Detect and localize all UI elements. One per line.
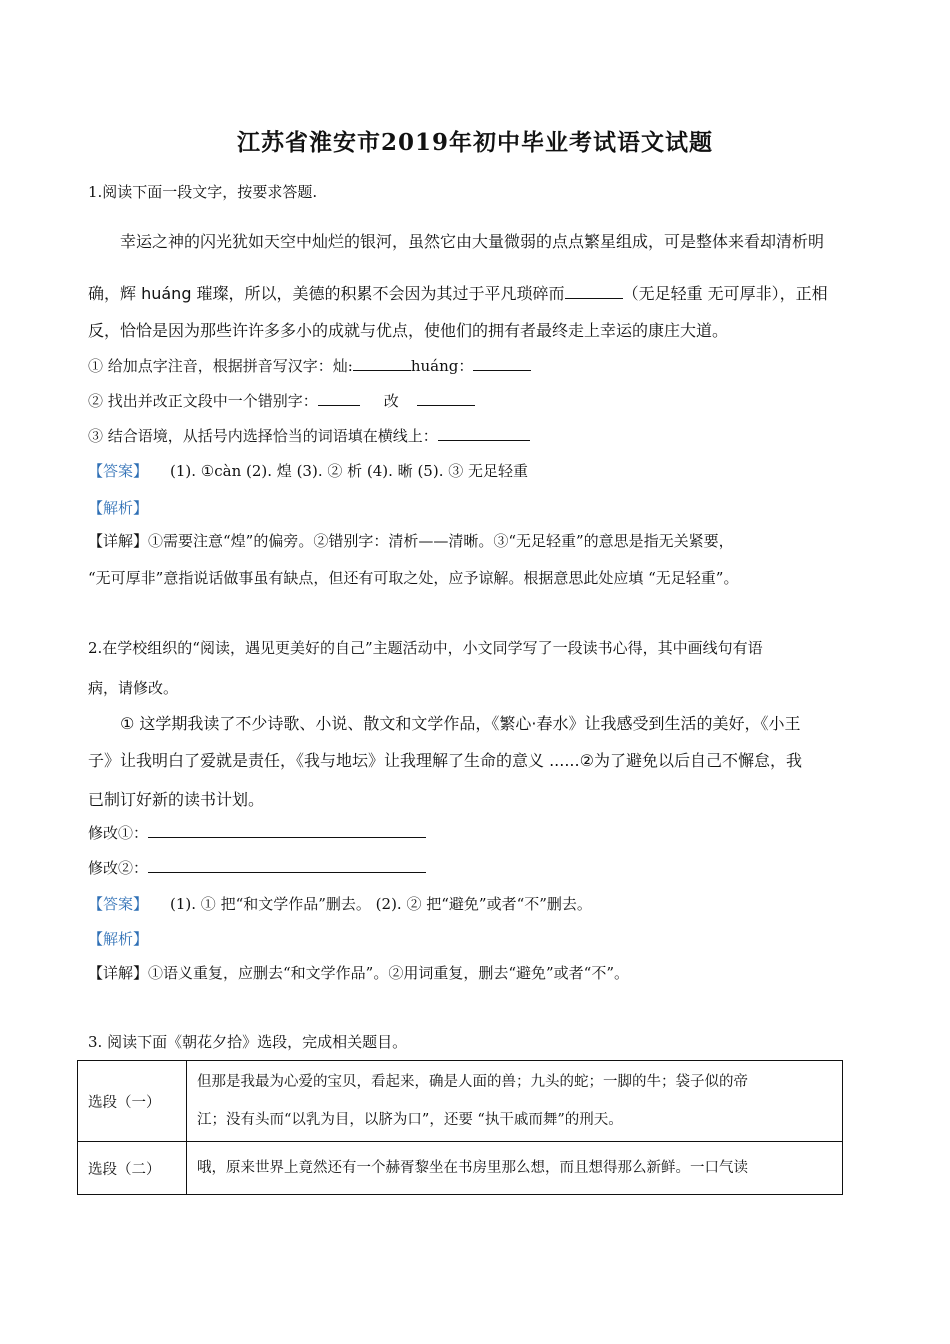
q1-sub2-label: ② 找出并改正文段中一个错别字： <box>88 392 318 410</box>
q2-fix1-blank[interactable] <box>148 823 426 838</box>
q1-sub1-label-2: huáng： <box>410 357 474 375</box>
q1-sub1-blank-2[interactable] <box>473 356 531 371</box>
excerpt-label: 选段（一） <box>78 1061 187 1142</box>
q2-fix2-blank[interactable] <box>148 858 426 873</box>
q2-passage-line-2: 子》让我明白了爱就是责任，《我与地坛》让我理解了生命的意义 ......②为了避免以后自己不懈怠，我 <box>88 751 802 770</box>
excerpt-text <box>187 1061 843 1142</box>
q1-blank[interactable] <box>565 284 623 299</box>
q1-sub2-label-2: 改 <box>383 392 399 410</box>
q1-sub1 <box>88 355 531 376</box>
table-row <box>78 1142 843 1195</box>
excerpt-line: 但那是我最为心爱的宝贝，看起来，确是人面的兽；九头的蛇；一脚的牛；袋子似的帝 <box>197 1074 748 1090</box>
excerpt-line: 江；没有头而“以乳为目，以脐为口”，还要 “执干戚而舞”的刑天。 <box>197 1112 623 1128</box>
q1-sub2 <box>88 390 475 411</box>
q2-passage-line-1: ① 这学期我读了不少诗歌、小说、散文和文学作品，《繁心·春水》让我感受到生活的美好，《小王 <box>120 714 801 733</box>
q1-passage-text-2: （无足轻重 无可厚非），正相 <box>622 284 828 303</box>
q2-fix2 <box>88 857 426 878</box>
excerpt-line: 哦，原来世界上竟然还有一个赫胥黎坐在书房里那么想，而且想得那么新鲜。一口气读 <box>197 1160 748 1176</box>
excerpt-table <box>77 1060 843 1195</box>
q1-answer <box>88 460 528 481</box>
answer-tag: 【答案】 <box>88 462 149 480</box>
q1-sub2-blank-2[interactable] <box>417 391 475 406</box>
q1-detail-line-1: 【详解】①需要注意“煌”的偏旁。②错别字：清析——清晰。③“无足轻重”的意思是指无关紧要， <box>88 532 734 550</box>
q1-answer-text: (1). ①càn (2). 煌 (3). ② 析 (4). 晰 (5). ③ 无足轻重 <box>170 462 528 480</box>
q1-detail-line-2: “无可厚非”意指说话做事虽有缺点，但还有可取之处，应予谅解。根据意思此处应填 “无足轻重”。 <box>88 569 739 587</box>
q1-sub1-blank-1[interactable] <box>353 356 411 371</box>
q2-passage-line-3: 已制订好新的读书计划。 <box>88 790 265 809</box>
q1-sub2-blank-1[interactable] <box>318 391 360 406</box>
q1-passage-line-2 <box>88 281 828 304</box>
q2-detail: 【详解】①语义重复，应删去“和文学作品”。②用词重复，删去“避免”或者“不”。 <box>88 964 630 982</box>
q1-passage-line-4: 反，恰恰是因为那些许许多多小的成就与优点，使他们的拥有者最终走上幸运的康庄大道。 <box>88 321 729 340</box>
q1-passage-text: 确，辉 huáng 璀璨，所以，美德的积累不会因为其过于平凡琐碎而 <box>88 284 565 303</box>
q2-answer-text: (1). ① 把“和文学作品”删去。 (2). ② 把“避免”或者“不”删去。 <box>170 895 592 913</box>
q2-answer <box>88 893 592 914</box>
q2-analysis-tag: 【解析】 <box>88 930 149 948</box>
q1-passage-line-1: 幸运之神的闪光犹如天空中灿烂的银河，虽然它由大量微弱的点点繁星组成，可是整体来看却清析明 <box>120 232 825 251</box>
page-title: 江苏省淮安市2019年初中毕业考试语文试题 <box>236 129 713 156</box>
q2-fix2-label: 修改②： <box>88 859 149 877</box>
table-row <box>78 1061 843 1142</box>
q1-sub3-label: ③ 结合语境，从括号内选择恰当的词语填在横线上： <box>88 427 438 445</box>
q1-prompt: 1.阅读下面一段文字，按要求答题. <box>88 183 318 201</box>
q2-prompt-line-2: 病，请修改。 <box>88 679 179 697</box>
q2-fix1-label: 修改①： <box>88 824 149 842</box>
q2-fix1 <box>88 822 426 843</box>
q1-sub3-blank[interactable] <box>438 426 530 441</box>
excerpt-text <box>187 1142 843 1195</box>
answer-tag: 【答案】 <box>88 895 149 913</box>
q1-analysis-tag: 【解析】 <box>88 499 149 517</box>
q2-prompt-line-1: 2.在学校组织的“阅读，遇见更美好的自己”主题活动中，小文同学写了一段读书心得，其中画线句有语 <box>88 639 763 657</box>
q3-prompt: 3. 阅读下面《朝花夕拾》选段，完成相关题目。 <box>88 1033 408 1051</box>
q1-sub3 <box>88 425 530 446</box>
q1-sub1-label: ① 给加点字注音，根据拼音写汉字：灿: <box>88 357 353 375</box>
excerpt-label: 选段（二） <box>78 1142 187 1195</box>
